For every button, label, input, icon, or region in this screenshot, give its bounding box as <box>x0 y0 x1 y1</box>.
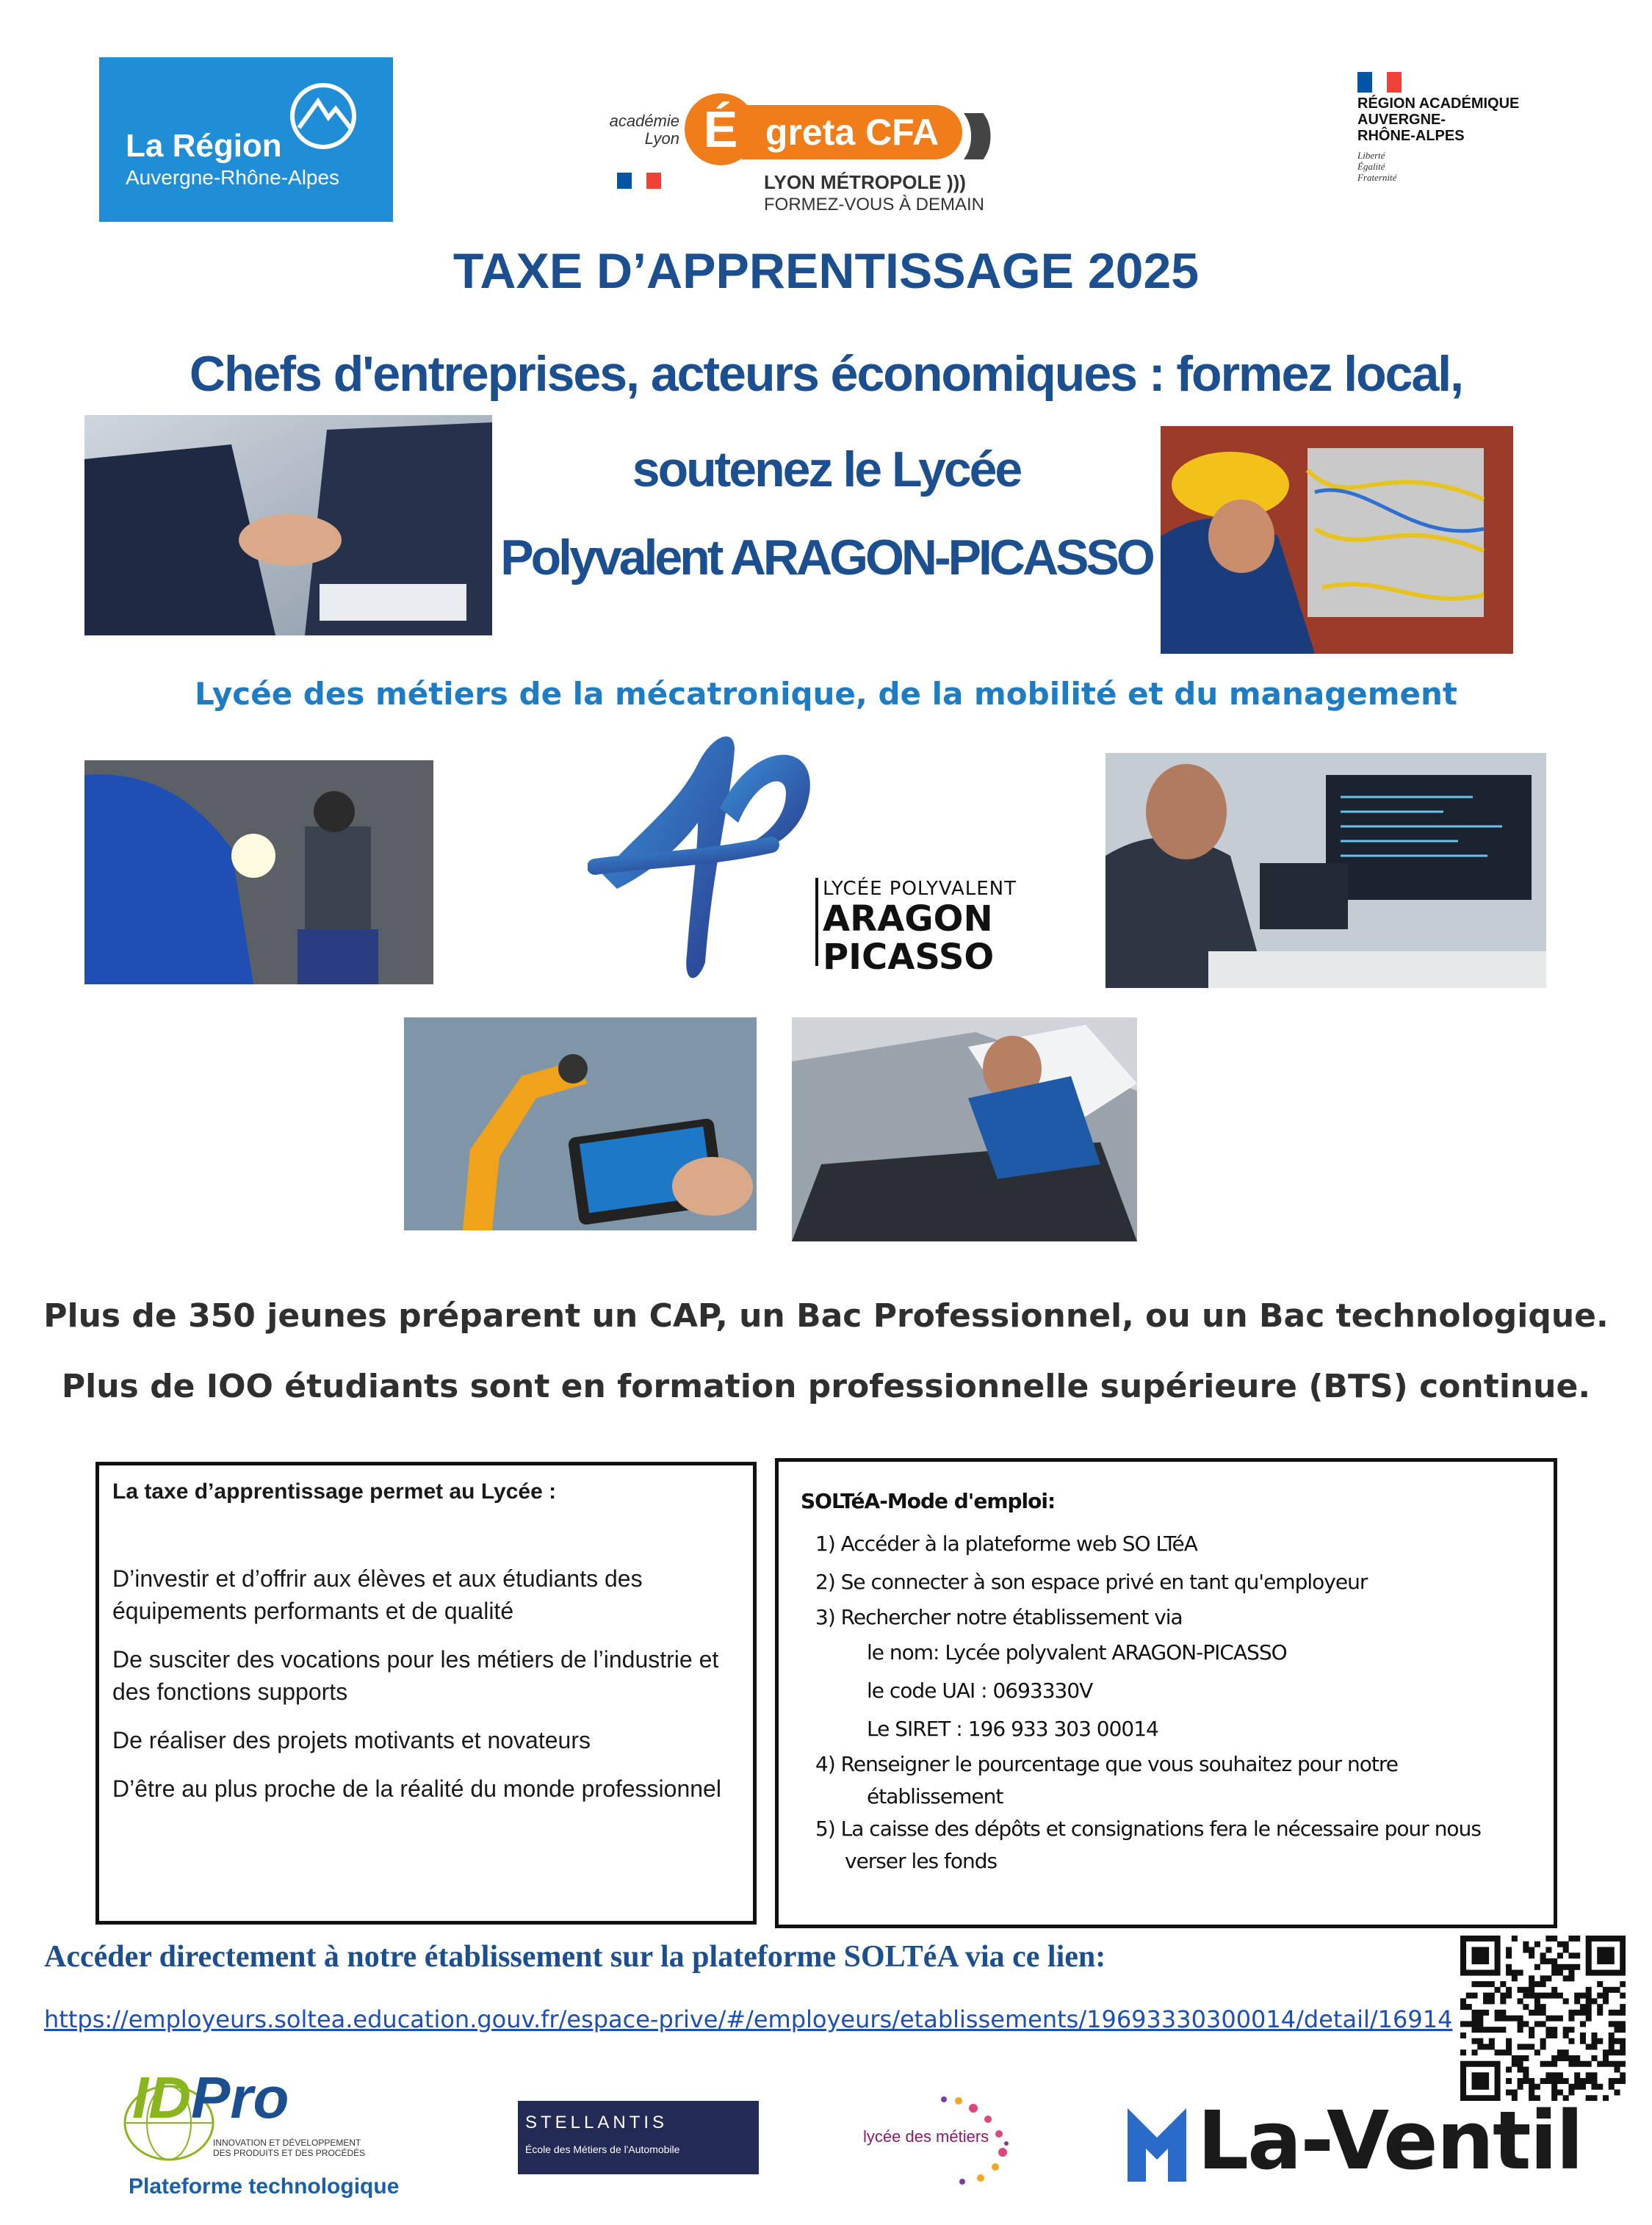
photo-handshake <box>84 415 492 635</box>
soltea-detail-uai: le code UAI : 0693330V <box>867 1678 1093 1703</box>
greta-name: greta CFA <box>742 105 962 159</box>
subtitle-line3: Polyvalent ARAGON-PICASSO <box>500 530 1153 585</box>
photo-robot-arm <box>404 1017 757 1230</box>
soltea-heading: SOLTéA-Mode d'emploi: <box>801 1489 1056 1513</box>
region-logo-line2: Auvergne-Rhône-Alpes <box>126 166 340 189</box>
stellantis-name: STELLANTIS <box>525 2113 668 2132</box>
benefit-item: De susciter des vocations pour les métiers de l’industrie et des fonctions supports <box>112 1646 719 1705</box>
ap-logo-text: LYCÉE POLYVALENT ARAGON PICASSO <box>823 878 1017 978</box>
lycee-des-metiers-logo <box>856 2086 1032 2196</box>
region-mountain-icon <box>283 79 364 153</box>
photo-electrician <box>1161 426 1513 654</box>
soltea-step-cont: établissement <box>867 1784 1003 1809</box>
logo-divider <box>815 878 818 966</box>
idpro-logo <box>118 2064 411 2211</box>
french-flag-icon <box>617 173 661 189</box>
laventil-mark-icon <box>1128 2108 1186 2182</box>
soltea-step: 2) Se connecter à son espace privé en tant qu'employeur <box>815 1570 1368 1594</box>
idpro-tagline: INNOVATION ET DÉVELOPPEMENT DES PRODUITS ET DES PROCÉDÉS <box>213 2138 366 2158</box>
academic-region-logo <box>1352 62 1557 187</box>
aragon-picasso-logo <box>588 720 1050 992</box>
academic-region-name: RÉGION ACADÉMIQUE AUVERGNE- RHÔNE-ALPES <box>1357 95 1520 144</box>
soltea-step: 1) Accéder à la plateforme web SO LTéA <box>815 1532 1197 1556</box>
benefit-item: D’être au plus proche de la réalité du monde professionnel <box>112 1775 721 1802</box>
stat-students: Plus de 350 jeunes préparent un CAP, un Bac Professionnel, ou un Bac technologique. <box>43 1297 1609 1335</box>
access-text: Accéder directement à notre établissement sur la plateforme SOLTéA via ce lien: <box>44 1940 1106 1974</box>
tax-benefits-heading: La taxe d’apprentissage permet au Lycée : <box>112 1479 557 1504</box>
photo-mechanic <box>792 1017 1137 1241</box>
benefit-item: De réaliser des projets motivants et novateurs <box>112 1727 591 1753</box>
qr-code[interactable] <box>1460 1936 1626 2101</box>
soltea-step: 5) La caisse des dépôts et consignations fera le nécessaire pour nous <box>815 1817 1481 1841</box>
tax-benefits-box <box>95 1462 757 1925</box>
soltea-instructions-box <box>775 1458 1557 1928</box>
ap-monogram-icon <box>588 720 830 992</box>
subtitle-line2: soutenez le Lycée <box>632 441 1021 497</box>
subtitle-line1: Chefs d'entreprises, acteurs économiques : formez local, <box>189 346 1463 402</box>
stat-bts: Plus de IOO étudiants sont en formation professionnelle supérieure (BTS) continue. <box>61 1368 1591 1405</box>
region-logo-line1: La Région <box>126 128 282 164</box>
marianne-flag-icon <box>1357 72 1402 93</box>
republic-motto: Liberté Égalité Fraternité <box>1357 150 1397 183</box>
photo-programmer <box>1105 753 1546 988</box>
idpro-platform: Plateforme technologique <box>129 2174 400 2199</box>
lycee-metiers-label: lycée des métiers <box>863 2127 989 2146</box>
stellantis-logo <box>518 2101 759 2174</box>
laventil-name: La-Ventil <box>1197 2094 1582 2188</box>
benefit-item: D’investir et d’offrir aux élèves et aux étudiants des équipements performants et de qualité <box>112 1565 643 1624</box>
greta-subtitle: LYON MÉTROPOLE ))) <box>764 171 966 193</box>
soltea-detail-siret: Le SIRET : 196 933 303 00014 <box>867 1717 1158 1741</box>
greta-e-icon: É <box>685 93 757 165</box>
greta-logo <box>595 62 1065 220</box>
greta-tagline: FORMEZ-VOUS À DEMAIN <box>764 195 985 214</box>
soltea-link[interactable]: https://employeurs.soltea.education.gouv.fr/espace-prive/#/employeurs/etablissements/19693330300014/detail/16914 <box>44 2005 1453 2033</box>
laventil-logo <box>1124 2094 1638 2189</box>
page-title: TAXE D’APPRENTISSAGE 2025 <box>452 243 1200 299</box>
photo-welder <box>84 760 433 984</box>
idpro-mark: IDPro <box>132 2065 289 2130</box>
greta-academie: académie Lyon <box>609 112 679 148</box>
soltea-step: 4) Renseigner le pourcentage que vous souhaitez pour notre <box>815 1752 1398 1776</box>
region-logo <box>99 57 393 222</box>
soltea-detail-name: le nom: Lycée polyvalent ARAGON-PICASSO <box>867 1640 1287 1665</box>
soltea-step-cont: verser les fonds <box>845 1849 998 1873</box>
greta-arcs: ))) <box>964 104 983 160</box>
lycee-metiers-subtitle: Lycée des métiers de la mécatronique, de la mobilité et du management <box>195 676 1457 712</box>
stellantis-school: École des Métiers de l'Automobile <box>525 2143 680 2155</box>
soltea-step: 3) Rechercher notre établissement via <box>815 1605 1183 1629</box>
